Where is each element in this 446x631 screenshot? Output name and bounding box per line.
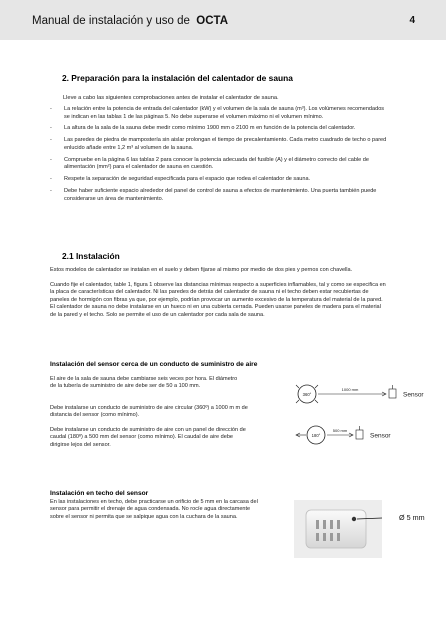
list-item: - Compruebe en la página 6 las tablas 2 para conocer la potencia adecuada del fusible (A) y el diámetro correcto del cable de alimentación (mm²) para el calentador de sauna en cuestión. (50, 157, 390, 172)
installation-paragraph-2: Cuando fije el calentador, table 1, figura 1 observe las distancias mínimas respecto a superficies inflamables, tal y como se especifica en la placa de características del calentador. Ni las paredes de detrás del calentador de sauna ni el techo deben estar recubiertas de paneles de hormigón con fibras ya que, por ejemplo, podrían provocar un aumento excesivo de la temperatura del material de la pared. El calentador de sauna no debe instalarse en un hueco ni en una cubierta cerrada. Pueden usarse paneles de madera para el material de la pared y el techo. Solo se permite el uso de un calentador por cada sala de sauna. (50, 282, 386, 318)
sensor-duct-paragraph-3: Debe instalarse un conducto de suministro de aire con un panel de dirección de caudal (180º) a 500 mm del sensor (como mínimo). El caudal de aire debe dirigirse lejos del sensor. (50, 427, 246, 448)
list-item: - La relación entre la potencia de entrada del calentador (kW) y el volumen de la sala de sauna (m³). Los volúmenes recomendados se indican en las tablas 1 de las páginas 5. No debe superarse el volumen máximo ni el volumen mínimo. (50, 106, 390, 121)
brand-name: OCTA (196, 15, 229, 27)
drain-hole (352, 517, 356, 521)
hole-size-label: Ø 5 mm (399, 513, 425, 522)
list-item: - Debe haber suficiente espacio alrededor del panel de control de sauna a efectos de mantenimiento. Una puerta también puede considerarse un área de mantenimiento. (50, 188, 390, 203)
duct-180-distance-label: 500 mm (332, 428, 348, 433)
list-item: - La altura de la sala de la sauna debe medir como mínimo 1900 mm o 2100 m en función de la potencia del calentador. (50, 125, 390, 133)
duct-360-angle-label: 360° (302, 392, 312, 397)
sensor-photo (294, 500, 382, 558)
sensor-ceiling-paragraph: En las instalaciones en techo, debe practicarse un orificio de 5 mm en la carcasa del sensor para permitir el drenaje de agua condensada. No rocíe agua directamente sobre el sensor ni permita que se salpique agua con la cuchara de la sauna. (50, 499, 258, 520)
sensor-icon (389, 389, 396, 398)
duct-180-diagram (296, 423, 436, 458)
section-2-1-title: 2.1 Instalación (62, 251, 120, 261)
section-2-title: 2. Preparación para la instalación del calentador de sauna (62, 73, 293, 83)
duct-180-angle-label: 180° (311, 433, 321, 438)
list-item: - Respete la separación de seguridad especificada para el espacio que rodea el calentador de sauna. (50, 176, 390, 184)
duct-360-distance-label: 1000 mm (341, 387, 359, 392)
checklist (50, 106, 390, 208)
sensor-duct-paragraph-1: El aire de la sala de sauna debe cambiarse seis veces por hora. El diámetro de la tubería de suministro de aire debe ser de 50 a 100 mm. (50, 376, 238, 390)
sensor-housing (306, 510, 366, 548)
page-header (0, 0, 446, 40)
sensor-icon (356, 430, 363, 439)
duct-360-sensor-label: Sensor (403, 391, 424, 399)
sensor-duct-title: Instalación del sensor cerca de un conducto de suministro de aire (50, 361, 258, 368)
installation-paragraph-1: Estos modelos de calentador se instalan en el suelo y deben fijarse al mismo por medio de dos pies y pernos con chavella. (50, 267, 353, 273)
document-title: Manual de instalación y uso de OCTA (32, 15, 229, 27)
sensor-ceiling-title: Instalación en techo del sensor (50, 490, 149, 497)
section-2-intro: Lleve a cabo las siguientes comprobaciones antes de instalar el calentador de sauna. (63, 95, 279, 101)
list-item: - Las paredes de piedra de mampostería sin aislar prolongan el tiempo de precalentamiento. Cada metro cuadrado de techo o pared enlucido añade entre 1,2 m³ al volumen de la sauna. (50, 137, 390, 152)
duct-180-sensor-label: Sensor (370, 432, 391, 440)
sensor-duct-paragraph-2: Debe instalarse un conducto de suministro de aire circular (360º) a 1000 m m de distancia del sensor (como mínimo). (50, 405, 248, 419)
page-number: 4 (409, 15, 415, 26)
duct-360-diagram (296, 382, 436, 417)
